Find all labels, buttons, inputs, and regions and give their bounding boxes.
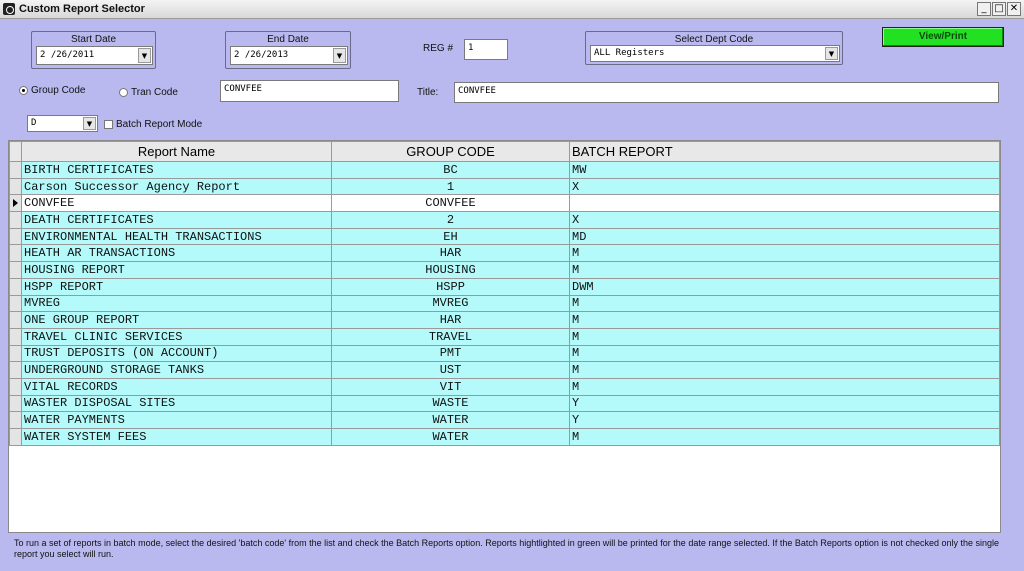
- table-row[interactable]: [10, 345, 1000, 362]
- reg-input[interactable]: [464, 39, 508, 60]
- end-date-group: [225, 31, 351, 69]
- table-row[interactable]: [10, 412, 1000, 429]
- end-date-value: 2 /26/2013: [234, 50, 289, 60]
- table-row[interactable]: [10, 178, 1000, 195]
- title-label: Title:: [417, 87, 439, 98]
- batch-code-select[interactable]: [27, 115, 98, 132]
- table-row[interactable]: [10, 195, 1000, 212]
- reg-value: 1: [468, 43, 474, 53]
- report-name-cell[interactable]: WATER SYSTEM FEES: [22, 429, 332, 446]
- batch-report-cell[interactable]: Y: [570, 395, 1000, 412]
- batch-report-cell[interactable]: M: [570, 245, 1000, 262]
- batch-report-cell[interactable]: [570, 195, 1000, 212]
- group-code-label: Group Code: [31, 85, 86, 96]
- group-code-cell[interactable]: HSPP: [332, 278, 570, 295]
- report-name-cell[interactable]: VITAL RECORDS: [22, 378, 332, 395]
- table-header-row: [10, 142, 1000, 162]
- row-selector[interactable]: [10, 178, 22, 195]
- dept-code-group: [585, 31, 843, 65]
- group-code-cell[interactable]: HOUSING: [332, 262, 570, 279]
- table-row[interactable]: [10, 328, 1000, 345]
- start-date-picker[interactable]: [36, 46, 153, 65]
- table-row[interactable]: [10, 212, 1000, 229]
- row-selector[interactable]: [10, 429, 22, 446]
- table-row[interactable]: [10, 378, 1000, 395]
- batch-report-cell[interactable]: DWM: [570, 278, 1000, 295]
- batch-code-value: D: [31, 118, 37, 128]
- table-row[interactable]: [10, 429, 1000, 446]
- report-name-cell[interactable]: TRUST DEPOSITS (ON ACCOUNT): [22, 345, 332, 362]
- group-code-cell[interactable]: PMT: [332, 345, 570, 362]
- start-date-label: Start Date: [70, 34, 117, 45]
- batch-report-cell[interactable]: M: [570, 312, 1000, 329]
- title-value: CONVFEE: [458, 86, 496, 96]
- group-code-radio[interactable]: [19, 86, 28, 95]
- row-selector[interactable]: [10, 278, 22, 295]
- group-code-cell[interactable]: HAR: [332, 245, 570, 262]
- end-date-picker[interactable]: [230, 46, 348, 65]
- chevron-down-icon[interactable]: ▼: [83, 117, 96, 130]
- minimize-button[interactable]: _: [977, 2, 991, 16]
- batch-mode-checkbox[interactable]: [104, 120, 113, 129]
- maximize-button[interactable]: □: [992, 2, 1006, 16]
- row-selector[interactable]: [10, 162, 22, 179]
- reg-label: REG #: [423, 43, 454, 54]
- chevron-down-icon[interactable]: ▼: [138, 48, 151, 63]
- column-header-report-name[interactable]: Report Name: [22, 142, 332, 162]
- group-code-cell[interactable]: CONVFEE: [332, 195, 570, 212]
- row-selector[interactable]: [10, 395, 22, 412]
- close-button[interactable]: ✕: [1007, 2, 1021, 16]
- batch-report-cell[interactable]: M: [570, 328, 1000, 345]
- group-code-cell[interactable]: WATER: [332, 412, 570, 429]
- report-name-cell[interactable]: HSPP REPORT: [22, 278, 332, 295]
- report-name-cell[interactable]: BIRTH CERTIFICATES: [22, 162, 332, 179]
- dept-code-label: Select Dept Code: [674, 34, 754, 45]
- current-row-pointer-icon: [13, 199, 18, 207]
- row-selector[interactable]: [10, 345, 22, 362]
- batch-report-cell[interactable]: Y: [570, 412, 1000, 429]
- report-table: [9, 141, 1000, 446]
- batch-report-cell[interactable]: M: [570, 429, 1000, 446]
- group-code-cell[interactable]: WATER: [332, 429, 570, 446]
- tran-code-radio[interactable]: [119, 88, 128, 97]
- report-name-cell[interactable]: DEATH CERTIFICATES: [22, 212, 332, 229]
- batch-report-cell[interactable]: M: [570, 378, 1000, 395]
- row-selector[interactable]: [10, 228, 22, 245]
- batch-report-cell[interactable]: M: [570, 345, 1000, 362]
- table-row[interactable]: [10, 228, 1000, 245]
- table-row[interactable]: [10, 245, 1000, 262]
- report-name-cell[interactable]: MVREG: [22, 295, 332, 312]
- window-titlebar: [0, 0, 1024, 19]
- group-code-cell[interactable]: HAR: [332, 312, 570, 329]
- table-row[interactable]: [10, 312, 1000, 329]
- report-name-cell[interactable]: UNDERGROUND STORAGE TANKS: [22, 362, 332, 379]
- start-date-group: [31, 31, 156, 69]
- app-icon: [3, 3, 15, 15]
- table-row[interactable]: [10, 278, 1000, 295]
- row-selector-header: [10, 142, 22, 162]
- group-code-cell[interactable]: UST: [332, 362, 570, 379]
- batch-report-cell[interactable]: M: [570, 362, 1000, 379]
- group-code-cell[interactable]: BC: [332, 162, 570, 179]
- title-input[interactable]: [454, 82, 999, 103]
- instructions-note: To run a set of reports in batch mode, select the desired 'batch code' from the list and check the Batch Reports option. Reports hightlighted in green will be printed for the date range selected. If the Batch Reports option is not checked only the single report you select will run.: [14, 538, 1000, 559]
- column-header-group-code[interactable]: GROUP CODE: [332, 142, 570, 162]
- row-selector[interactable]: [10, 195, 22, 212]
- row-selector[interactable]: [10, 312, 22, 329]
- start-date-value: 2 /26/2011: [40, 50, 95, 60]
- batch-report-cell[interactable]: MW: [570, 162, 1000, 179]
- view-print-button[interactable]: View/Print: [882, 27, 1004, 47]
- group-code-cell[interactable]: 2: [332, 212, 570, 229]
- dept-code-select[interactable]: [590, 45, 840, 62]
- report-name-cell[interactable]: TRAVEL CLINIC SERVICES: [22, 328, 332, 345]
- chevron-down-icon[interactable]: ▼: [333, 48, 346, 63]
- report-name-cell[interactable]: HOUSING REPORT: [22, 262, 332, 279]
- row-selector[interactable]: [10, 262, 22, 279]
- batch-mode-label: Batch Report Mode: [116, 119, 203, 130]
- row-selector[interactable]: [10, 328, 22, 345]
- group-code-cell[interactable]: WASTE: [332, 395, 570, 412]
- row-selector[interactable]: [10, 412, 22, 429]
- row-selector[interactable]: [10, 245, 22, 262]
- batch-report-cell[interactable]: M: [570, 295, 1000, 312]
- batch-report-cell[interactable]: MD: [570, 228, 1000, 245]
- code-input[interactable]: [220, 80, 399, 102]
- row-selector[interactable]: [10, 378, 22, 395]
- report-grid[interactable]: [8, 140, 1001, 533]
- table-row[interactable]: [10, 362, 1000, 379]
- group-code-cell[interactable]: MVREG: [332, 295, 570, 312]
- group-code-cell[interactable]: EH: [332, 228, 570, 245]
- report-name-cell[interactable]: WASTER DISPOSAL SITES: [22, 395, 332, 412]
- batch-report-cell[interactable]: X: [570, 212, 1000, 229]
- group-code-cell[interactable]: VIT: [332, 378, 570, 395]
- group-code-cell[interactable]: TRAVEL: [332, 328, 570, 345]
- tran-code-label: Tran Code: [131, 87, 178, 98]
- report-name-cell[interactable]: HEATH AR TRANSACTIONS: [22, 245, 332, 262]
- report-name-cell[interactable]: ENVIRONMENTAL HEALTH TRANSACTIONS: [22, 228, 332, 245]
- window-title: Custom Report Selector: [19, 3, 145, 15]
- report-name-cell[interactable]: WATER PAYMENTS: [22, 412, 332, 429]
- report-name-cell[interactable]: ONE GROUP REPORT: [22, 312, 332, 329]
- code-value: CONVFEE: [224, 84, 262, 94]
- table-row[interactable]: [10, 262, 1000, 279]
- batch-report-cell[interactable]: M: [570, 262, 1000, 279]
- report-name-cell[interactable]: Carson Successor Agency Report: [22, 178, 332, 195]
- chevron-down-icon[interactable]: ▼: [825, 47, 838, 60]
- end-date-label: End Date: [267, 34, 309, 45]
- row-selector[interactable]: [10, 212, 22, 229]
- table-row[interactable]: [10, 162, 1000, 179]
- column-header-batch-report[interactable]: BATCH REPORT: [570, 142, 1000, 162]
- table-row[interactable]: [10, 395, 1000, 412]
- row-selector[interactable]: [10, 295, 22, 312]
- table-body: [10, 162, 1000, 446]
- group-code-cell[interactable]: 1: [332, 178, 570, 195]
- batch-report-cell[interactable]: X: [570, 178, 1000, 195]
- row-selector[interactable]: [10, 362, 22, 379]
- report-name-cell[interactable]: CONVFEE: [22, 195, 332, 212]
- table-row[interactable]: [10, 295, 1000, 312]
- dept-code-value: ALL Registers: [594, 48, 665, 58]
